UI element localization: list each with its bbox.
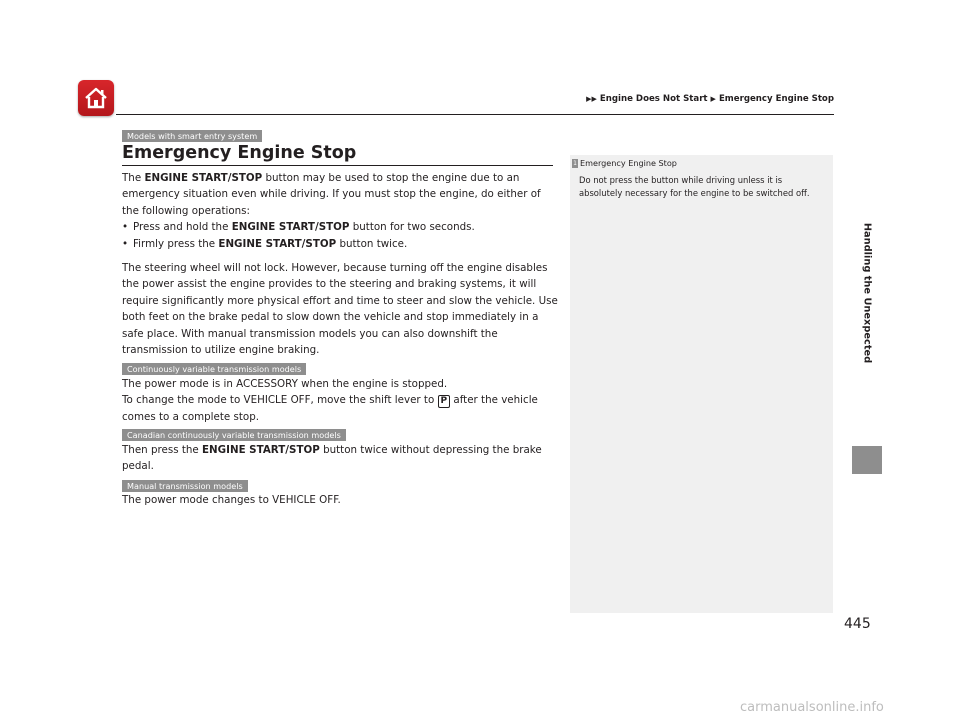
- section-body: [122, 170, 558, 358]
- manual-text: The power mode changes to VEHICLE OFF.: [122, 494, 341, 506]
- page-number: 445: [844, 616, 871, 632]
- breadcrumb-item[interactable]: Emergency Engine Stop: [718, 94, 834, 104]
- list-item: • Press and hold the ENGINE START/STOP button for two seconds.: [122, 219, 558, 235]
- header-divider: [116, 114, 834, 115]
- breadcrumb-arrow-icon: ▶: [710, 95, 716, 103]
- list-item: • Firmly press the ENGINE START/STOP button twice.: [122, 236, 558, 252]
- tag-smart-entry: Models with smart entry system: [122, 130, 262, 142]
- tag-cvt: Continuously variable transmission models: [122, 363, 306, 375]
- title-divider: [122, 165, 553, 166]
- home-icon: [83, 86, 109, 110]
- note-title: 1 Emergency Engine Stop: [573, 158, 677, 168]
- note-text: Do not press the button while driving unless it is absolutely necessary for the engine to be switched off.: [579, 175, 810, 199]
- breadcrumb-item[interactable]: Engine Does Not Start: [599, 94, 708, 104]
- side-tab[interactable]: [852, 140, 882, 446]
- side-tab-marker: [852, 446, 882, 474]
- watermark: carmanualsonline.info: [740, 700, 884, 715]
- bullet-icon: •: [122, 221, 129, 234]
- canadian-cvt-text: Then press the ENGINE START/STOP button twice without depressing the brake pedal.: [122, 444, 542, 473]
- page-title: Emergency Engine Stop: [122, 143, 357, 163]
- breadcrumb-arrow-icon: ▶▶: [586, 95, 597, 103]
- steering-paragraph: The steering wheel will not lock. However, because turning off the engine disables the power assist the engine provides to the steering and braking systems, it will require significantly more physical effort and time to steer and slow the vehicle. Use both feet on the brake pedal to slow down the vehicle and stop immediately in a safe place. With manual transmission models you can also downshift the transmission to utilize engine braking.: [122, 262, 558, 357]
- home-button[interactable]: [78, 80, 114, 116]
- note-panel: [570, 155, 833, 613]
- tag-canadian-cvt: Canadian continuously variable transmission models: [122, 429, 346, 441]
- intro-paragraph: The ENGINE START/STOP button may be used to stop the engine due to an emergency situation even while driving. If you must stop the engine, do either of the following operations:: [122, 172, 541, 217]
- note-marker-icon: 1: [573, 159, 577, 167]
- breadcrumb: [583, 94, 834, 104]
- bullet-icon: •: [122, 237, 129, 250]
- gear-p-icon: P: [438, 395, 451, 408]
- cvt-text: The power mode is in ACCESSORY when the engine is stopped. To change the mode to VEHICLE OFF, move the shift lever to P after the vehicle comes to a complete stop.: [122, 378, 538, 423]
- tag-manual: Manual transmission models: [122, 480, 248, 492]
- side-tab-label: Handling the Unexpected: [861, 222, 873, 364]
